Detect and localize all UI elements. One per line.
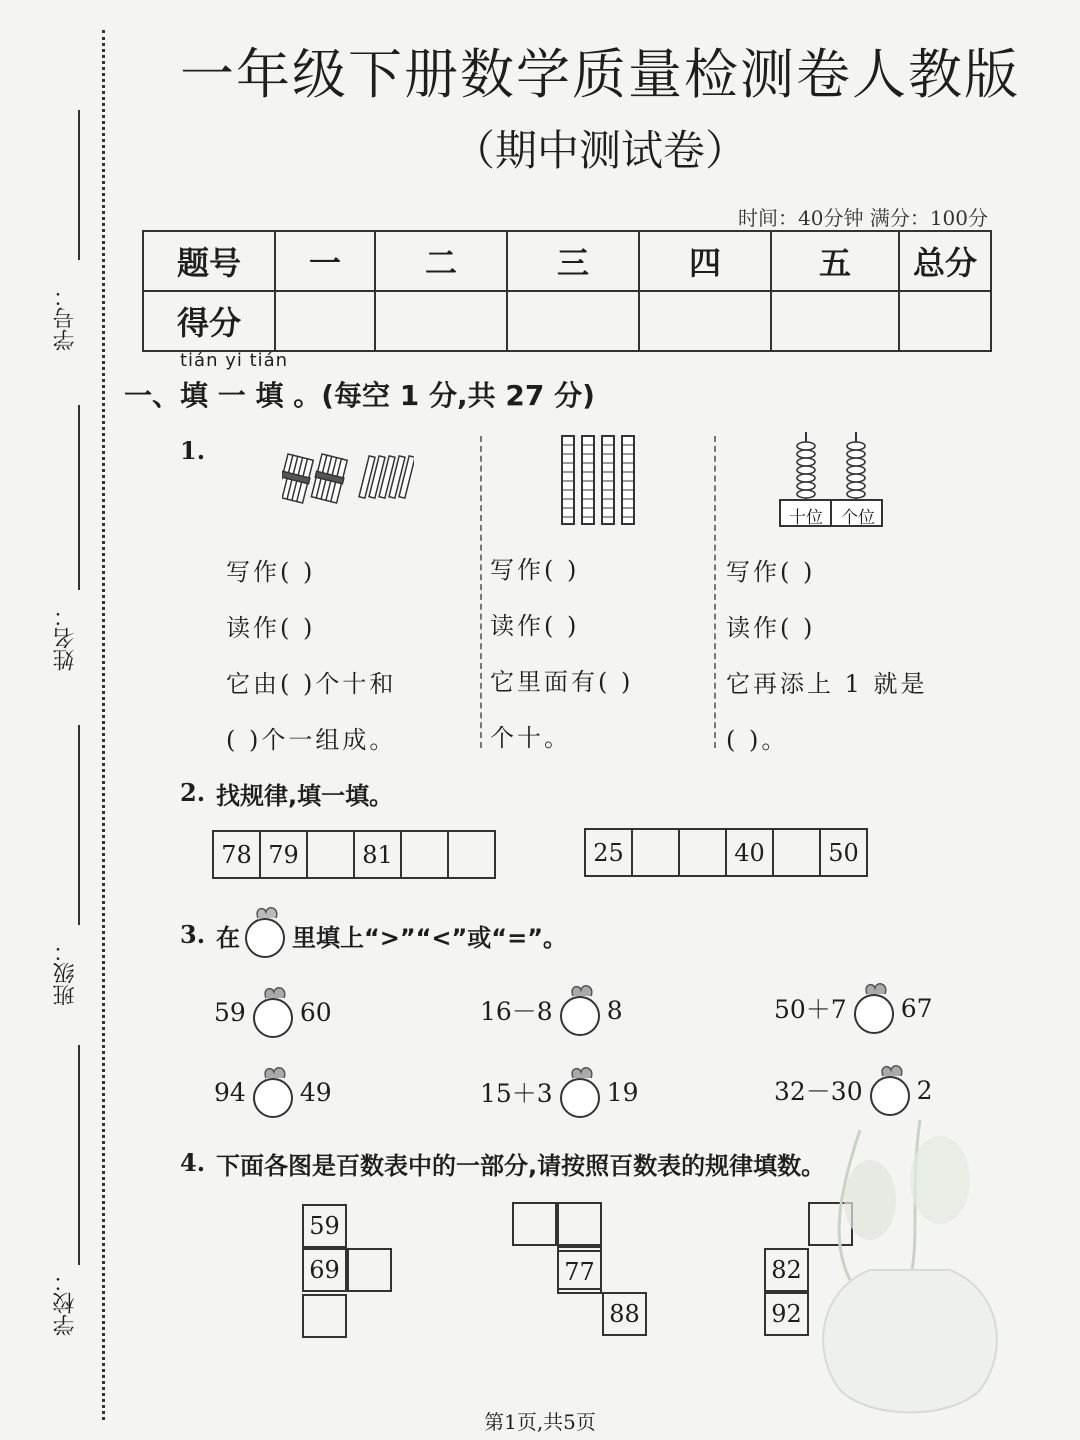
compare-left: 32－30 xyxy=(774,1077,863,1106)
table-cell: 一 xyxy=(275,231,375,291)
question-number: 3. xyxy=(180,920,206,949)
compare-item xyxy=(480,1064,639,1120)
q1-col2-line: 它里面有( ) xyxy=(490,668,634,696)
sequence-blank-cell[interactable] xyxy=(308,832,355,877)
sequence-blank-cell[interactable] xyxy=(402,832,449,877)
radish-answer-circle[interactable] xyxy=(867,1062,913,1118)
column-separator xyxy=(714,436,716,748)
q1-col1-line: 读作( ) xyxy=(226,614,316,642)
compare-item xyxy=(214,1064,332,1120)
q1-col2-line: 读作( ) xyxy=(490,612,580,640)
sequence-cell: 50 xyxy=(828,838,859,867)
hundred-chart-cell: 92 xyxy=(764,1292,809,1336)
abacus-ones-label: 个位 xyxy=(841,508,875,528)
class-write-line xyxy=(78,725,80,925)
hundred-chart-blank-cell[interactable] xyxy=(557,1202,602,1246)
compare-item xyxy=(480,982,623,1038)
number-sequence xyxy=(212,830,496,879)
score-input-cell[interactable] xyxy=(507,291,639,351)
score-input-cell[interactable] xyxy=(639,291,771,351)
compare-right: 49 xyxy=(299,1077,332,1107)
q1-col2-line: 个十。 xyxy=(490,724,571,752)
number-sequence xyxy=(584,828,868,877)
school-label: 学校： xyxy=(53,1270,78,1336)
score-input-cell[interactable] xyxy=(899,291,991,351)
compare-right: 2 xyxy=(916,1075,933,1105)
section-pinyin: tián yi tián xyxy=(180,350,289,371)
compare-left: 94 xyxy=(214,1077,246,1107)
exam-subtitle: （期中测试卷） xyxy=(452,126,747,175)
ten-rods-icon xyxy=(560,434,636,528)
compare-item xyxy=(774,980,933,1036)
compare-left: 16－8 xyxy=(480,997,553,1026)
q1-col3-line: ( )。 xyxy=(726,726,789,754)
table-cell: 三 xyxy=(507,231,639,291)
q1-col1-line: 写作( ) xyxy=(226,558,316,586)
sequence-blank-cell[interactable] xyxy=(774,830,821,875)
radish-answer-circle[interactable] xyxy=(250,984,296,1040)
radish-answer-circle[interactable] xyxy=(851,980,897,1036)
compare-right: 19 xyxy=(606,1077,639,1107)
sequence-cell: 25 xyxy=(586,830,633,875)
compare-left: 15＋3 xyxy=(480,1079,553,1108)
hundred-chart-cell: 69 xyxy=(302,1248,347,1292)
table-cell: 二 xyxy=(375,231,507,291)
table-cell: 五 xyxy=(771,231,899,291)
hundred-chart-blank-cell[interactable] xyxy=(302,1294,347,1338)
q1-col3-line: 读作( ) xyxy=(726,614,816,642)
student-id-label: 学号： xyxy=(53,285,78,351)
radish-icon xyxy=(240,904,290,960)
vase-decoration-icon xyxy=(800,1120,1010,1420)
sequence-blank-cell[interactable] xyxy=(449,832,494,877)
q1-col1-line: 它由( )个十和 xyxy=(226,670,397,698)
table-cell: 总分 xyxy=(899,231,991,291)
compare-left: 59 xyxy=(214,997,246,1027)
abacus-tens-label: 十位 xyxy=(789,508,823,528)
compare-item xyxy=(214,984,332,1040)
compare-right: 8 xyxy=(606,995,623,1025)
page-footer: 第1页,共5页 xyxy=(484,1410,596,1434)
table-cell: 四 xyxy=(639,231,771,291)
radish-answer-circle[interactable] xyxy=(250,1064,296,1120)
q1-col3-line: 写作( ) xyxy=(726,558,816,586)
name-label: 姓名： xyxy=(53,605,78,671)
sequence-cell: 40 xyxy=(727,830,774,875)
score-table-score-row xyxy=(143,291,991,351)
hundred-chart-blank-cell[interactable] xyxy=(347,1248,392,1292)
compare-left: 50＋7 xyxy=(774,995,847,1024)
name-write-line xyxy=(78,405,80,590)
class-label: 班级： xyxy=(53,940,78,1006)
table-cell: 题号 xyxy=(143,231,275,291)
sequence-blank-cell[interactable] xyxy=(633,830,680,875)
compare-item xyxy=(774,1062,933,1118)
time-score-info: 时间：40分钟 满分：100分 xyxy=(738,206,988,230)
score-table xyxy=(142,230,992,352)
radish-answer-circle[interactable] xyxy=(557,982,603,1038)
school-write-line xyxy=(78,1045,80,1265)
q1-col1-line: ( )个一组成。 xyxy=(226,726,397,754)
radish-answer-circle[interactable] xyxy=(557,1064,603,1120)
question-text: 找规律,填一填。 xyxy=(216,782,394,810)
question-text: 里填上“>”“<”或“=”。 xyxy=(292,924,567,952)
score-input-cell[interactable] xyxy=(375,291,507,351)
sequence-cell: 81 xyxy=(355,832,402,877)
question-text-prefix: 在 xyxy=(216,924,240,952)
hundred-chart-cell: 59 xyxy=(302,1204,347,1248)
table-cell: 得分 xyxy=(143,291,275,351)
compare-right: 67 xyxy=(900,993,933,1023)
column-separator xyxy=(480,436,482,748)
score-table-header-row xyxy=(143,231,991,291)
section-title: 一、填 一 填 。(每空 1 分,共 27 分) xyxy=(124,379,595,412)
hundred-chart-cell: 77 xyxy=(557,1250,602,1294)
hundred-chart-cell: 88 xyxy=(602,1292,647,1336)
q1-col2-line: 写作( ) xyxy=(490,556,580,584)
score-input-cell[interactable] xyxy=(275,291,375,351)
exam-title: 一年级下册数学质量检测卷人教版 xyxy=(180,43,1020,106)
question-number: 1. xyxy=(180,436,206,465)
sequence-cell: 78 xyxy=(214,832,261,877)
sequence-cell: 79 xyxy=(261,832,308,877)
id-write-line xyxy=(78,110,80,260)
binding-dashed-line xyxy=(102,30,105,1420)
question-number: 4. xyxy=(180,1148,206,1177)
hundred-chart-blank-cell[interactable] xyxy=(512,1202,557,1246)
stick-bundles-icon xyxy=(282,446,414,506)
hundred-chart-cell: 82 xyxy=(764,1248,809,1292)
q1-col3-line: 它再添上 1 就是 xyxy=(726,670,928,698)
compare-right: 60 xyxy=(299,997,332,1027)
question-number: 2. xyxy=(180,778,206,807)
question-text: 下面各图是百数表中的一部分,请按照百数表的规律填数。 xyxy=(216,1152,826,1180)
score-input-cell[interactable] xyxy=(771,291,899,351)
sequence-blank-cell[interactable] xyxy=(680,830,727,875)
